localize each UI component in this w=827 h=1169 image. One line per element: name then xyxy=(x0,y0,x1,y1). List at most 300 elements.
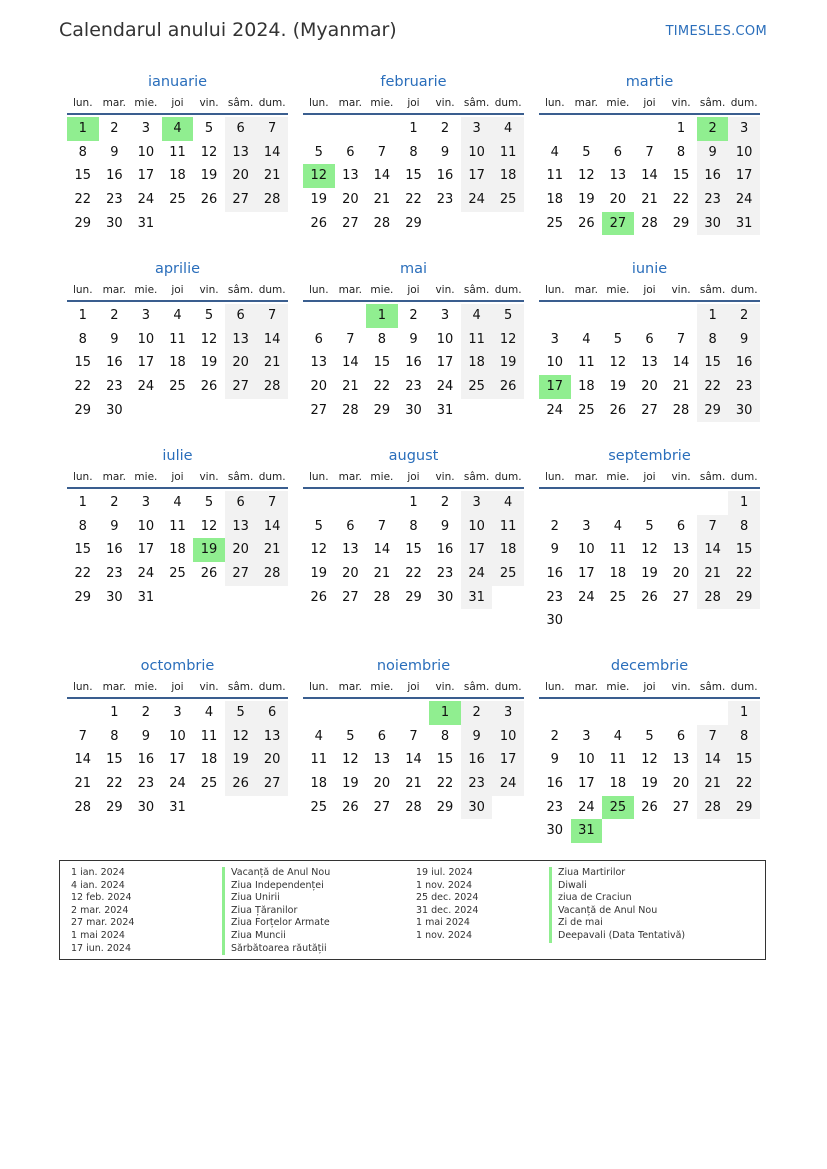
day-cell[interactable]: 26 xyxy=(225,772,257,796)
day-cell[interactable]: 25 xyxy=(169,192,186,208)
day-cell[interactable]: 29 xyxy=(373,402,391,418)
day-cell[interactable]: 9 xyxy=(440,144,450,160)
day-cell[interactable]: 27 xyxy=(225,375,257,399)
day-cell[interactable]: 4 xyxy=(314,728,323,744)
day-cell[interactable]: 1 xyxy=(728,491,760,515)
day-cell[interactable]: 15 xyxy=(728,538,760,562)
day-cell[interactable]: 10 xyxy=(137,144,155,160)
day-cell[interactable]: 5 xyxy=(314,518,323,534)
day-cell[interactable]: 5 xyxy=(225,701,257,725)
day-cell[interactable]: 14 xyxy=(641,168,658,184)
day-cell[interactable]: 11 xyxy=(169,331,186,347)
day-cell[interactable]: 31 xyxy=(169,799,186,815)
day-cell[interactable]: 3 xyxy=(141,495,151,510)
day-cell[interactable]: 24 xyxy=(169,776,186,792)
day-cell[interactable]: 21 xyxy=(672,379,690,395)
day-cell[interactable]: 16 xyxy=(436,168,454,184)
day-cell[interactable]: 11 xyxy=(492,515,524,539)
day-cell[interactable]: 2 xyxy=(110,308,119,323)
day-cell[interactable]: 17 xyxy=(137,542,155,558)
day-cell[interactable]: 10 xyxy=(578,542,595,558)
day-cell[interactable]: 21 xyxy=(74,776,92,792)
day-cell[interactable]: 27 xyxy=(342,589,359,605)
day-cell[interactable]: 30 xyxy=(461,796,493,820)
day-cell[interactable]: 19 xyxy=(310,192,328,208)
day-cell[interactable]: 16 xyxy=(546,776,564,792)
day-cell[interactable]: 23 xyxy=(106,566,123,582)
day-cell[interactable]: 14 xyxy=(74,752,92,768)
day-cell[interactable]: 6 xyxy=(225,304,257,328)
day-cell[interactable]: 27 xyxy=(641,402,658,418)
day-cell[interactable]: 1 xyxy=(676,121,686,136)
day-cell[interactable]: 10 xyxy=(137,518,155,534)
day-cell[interactable]: 15 xyxy=(728,748,760,772)
day-cell[interactable]: 18 xyxy=(492,538,524,562)
day-cell[interactable]: 13 xyxy=(310,355,328,371)
day-cell[interactable]: 3 xyxy=(461,117,493,141)
brand-link[interactable]: TIMESLES.COM xyxy=(665,24,767,39)
day-cell[interactable]: 24 xyxy=(546,402,564,418)
day-cell[interactable]: 7 xyxy=(377,518,387,534)
day-cell[interactable]: 9 xyxy=(440,518,450,534)
day-cell[interactable]: 30 xyxy=(405,402,422,418)
day-cell[interactable]: 31 xyxy=(436,402,454,418)
day-cell[interactable]: 15 xyxy=(74,355,92,371)
holiday-day-cell[interactable]: 2 xyxy=(697,117,729,141)
holiday-day-cell[interactable]: 27 xyxy=(602,212,634,236)
day-cell[interactable]: 22 xyxy=(436,776,454,792)
day-cell[interactable]: 11 xyxy=(169,144,186,160)
day-cell[interactable]: 21 xyxy=(256,351,288,375)
day-cell[interactable]: 22 xyxy=(728,772,760,796)
day-cell[interactable]: 7 xyxy=(697,515,729,539)
day-cell[interactable]: 14 xyxy=(672,355,690,371)
day-cell[interactable]: 8 xyxy=(440,728,450,744)
day-cell[interactable]: 28 xyxy=(405,799,422,815)
day-cell[interactable]: 7 xyxy=(676,331,686,347)
day-cell[interactable]: 12 xyxy=(641,752,658,768)
day-cell[interactable]: 28 xyxy=(256,375,288,399)
holiday-day-cell[interactable]: 1 xyxy=(67,117,99,141)
day-cell[interactable]: 5 xyxy=(204,495,214,510)
day-cell[interactable]: 8 xyxy=(78,518,87,534)
day-cell[interactable]: 19 xyxy=(200,168,218,184)
day-cell[interactable]: 17 xyxy=(137,355,155,371)
day-cell[interactable]: 4 xyxy=(613,728,623,744)
day-cell[interactable]: 3 xyxy=(141,308,151,323)
day-cell[interactable]: 17 xyxy=(461,164,493,188)
day-cell[interactable]: 9 xyxy=(461,725,493,749)
day-cell[interactable]: 18 xyxy=(461,351,493,375)
day-cell[interactable]: 24 xyxy=(578,799,595,815)
day-cell[interactable]: 13 xyxy=(609,168,627,184)
day-cell[interactable]: 27 xyxy=(342,215,359,231)
day-cell[interactable]: 8 xyxy=(78,331,87,347)
day-cell[interactable]: 4 xyxy=(204,705,214,720)
day-cell[interactable]: 23 xyxy=(697,188,729,212)
day-cell[interactable]: 29 xyxy=(697,399,729,423)
day-cell[interactable]: 16 xyxy=(405,355,422,371)
day-cell[interactable]: 9 xyxy=(550,542,559,558)
day-cell[interactable]: 28 xyxy=(697,796,729,820)
day-cell[interactable]: 3 xyxy=(582,728,591,744)
day-cell[interactable]: 13 xyxy=(373,752,391,768)
day-cell[interactable]: 20 xyxy=(310,379,328,395)
day-cell[interactable]: 12 xyxy=(225,725,257,749)
day-cell[interactable]: 1 xyxy=(409,495,418,510)
day-cell[interactable]: 17 xyxy=(436,355,454,371)
day-cell[interactable]: 19 xyxy=(578,192,595,208)
day-cell[interactable]: 2 xyxy=(141,705,151,720)
day-cell[interactable]: 12 xyxy=(200,144,218,160)
day-cell[interactable]: 15 xyxy=(436,752,454,768)
day-cell[interactable]: 25 xyxy=(310,799,328,815)
day-cell[interactable]: 22 xyxy=(697,375,729,399)
day-cell[interactable]: 10 xyxy=(461,141,493,165)
day-cell[interactable]: 6 xyxy=(613,144,623,160)
day-cell[interactable]: 20 xyxy=(641,379,658,395)
day-cell[interactable]: 12 xyxy=(492,328,524,352)
day-cell[interactable]: 16 xyxy=(106,168,123,184)
day-cell[interactable]: 18 xyxy=(609,566,627,582)
day-cell[interactable]: 17 xyxy=(461,538,493,562)
day-cell[interactable]: 7 xyxy=(645,144,654,160)
day-cell[interactable]: 23 xyxy=(106,379,123,395)
day-cell[interactable]: 7 xyxy=(697,725,729,749)
day-cell[interactable]: 7 xyxy=(409,728,418,744)
day-cell[interactable]: 29 xyxy=(74,402,92,418)
day-cell[interactable]: 9 xyxy=(141,728,151,744)
day-cell[interactable]: 25 xyxy=(492,562,524,586)
day-cell[interactable]: 22 xyxy=(106,776,123,792)
day-cell[interactable]: 17 xyxy=(728,164,760,188)
day-cell[interactable]: 14 xyxy=(256,141,288,165)
day-cell[interactable]: 21 xyxy=(342,379,359,395)
day-cell[interactable]: 30 xyxy=(436,589,454,605)
day-cell[interactable]: 30 xyxy=(728,399,760,423)
day-cell[interactable]: 20 xyxy=(256,748,288,772)
day-cell[interactable]: 8 xyxy=(676,144,686,160)
day-cell[interactable]: 19 xyxy=(225,748,257,772)
day-cell[interactable]: 28 xyxy=(256,562,288,586)
day-cell[interactable]: 27 xyxy=(672,799,690,815)
day-cell[interactable]: 6 xyxy=(225,491,257,515)
day-cell[interactable]: 25 xyxy=(461,375,493,399)
day-cell[interactable]: 23 xyxy=(106,192,123,208)
holiday-day-cell[interactable]: 4 xyxy=(162,117,194,141)
day-cell[interactable]: 26 xyxy=(609,402,627,418)
day-cell[interactable]: 22 xyxy=(373,379,391,395)
day-cell[interactable]: 13 xyxy=(256,725,288,749)
day-cell[interactable]: 27 xyxy=(373,799,391,815)
day-cell[interactable]: 23 xyxy=(137,776,155,792)
day-cell[interactable]: 15 xyxy=(672,168,690,184)
day-cell[interactable]: 26 xyxy=(200,566,218,582)
day-cell[interactable]: 29 xyxy=(405,215,422,231)
day-cell[interactable]: 11 xyxy=(492,141,524,165)
day-cell[interactable]: 8 xyxy=(728,515,760,539)
holiday-day-cell[interactable]: 12 xyxy=(303,164,335,188)
day-cell[interactable]: 18 xyxy=(310,776,328,792)
day-cell[interactable]: 6 xyxy=(346,144,355,160)
day-cell[interactable]: 19 xyxy=(492,351,524,375)
day-cell[interactable]: 28 xyxy=(697,586,729,610)
day-cell[interactable]: 26 xyxy=(578,215,595,231)
day-cell[interactable]: 17 xyxy=(578,776,595,792)
day-cell[interactable]: 9 xyxy=(409,331,418,347)
day-cell[interactable]: 4 xyxy=(173,308,182,323)
day-cell[interactable]: 17 xyxy=(169,752,186,768)
day-cell[interactable]: 29 xyxy=(728,796,760,820)
day-cell[interactable]: 15 xyxy=(74,542,92,558)
day-cell[interactable]: 8 xyxy=(78,144,87,160)
day-cell[interactable]: 15 xyxy=(405,542,422,558)
day-cell[interactable]: 24 xyxy=(137,379,155,395)
day-cell[interactable]: 13 xyxy=(225,141,257,165)
day-cell[interactable]: 28 xyxy=(373,215,391,231)
day-cell[interactable]: 22 xyxy=(728,562,760,586)
day-cell[interactable]: 3 xyxy=(173,705,182,720)
day-cell[interactable]: 8 xyxy=(110,728,119,744)
day-cell[interactable]: 10 xyxy=(436,331,454,347)
day-cell[interactable]: 23 xyxy=(546,799,564,815)
day-cell[interactable]: 30 xyxy=(697,212,729,236)
day-cell[interactable]: 27 xyxy=(310,402,328,418)
day-cell[interactable]: 27 xyxy=(225,562,257,586)
day-cell[interactable]: 20 xyxy=(609,192,627,208)
day-cell[interactable]: 7 xyxy=(78,728,87,744)
day-cell[interactable]: 1 xyxy=(409,121,418,136)
day-cell[interactable]: 18 xyxy=(169,542,186,558)
day-cell[interactable]: 8 xyxy=(409,518,418,534)
day-cell[interactable]: 18 xyxy=(578,379,595,395)
day-cell[interactable]: 29 xyxy=(405,589,422,605)
day-cell[interactable]: 18 xyxy=(609,776,627,792)
day-cell[interactable]: 16 xyxy=(436,542,454,558)
day-cell[interactable]: 16 xyxy=(106,542,123,558)
day-cell[interactable]: 6 xyxy=(225,117,257,141)
day-cell[interactable]: 26 xyxy=(310,215,328,231)
day-cell[interactable]: 30 xyxy=(546,823,564,839)
day-cell[interactable]: 6 xyxy=(377,728,387,744)
day-cell[interactable]: 5 xyxy=(645,518,654,534)
day-cell[interactable]: 27 xyxy=(256,772,288,796)
day-cell[interactable]: 24 xyxy=(728,188,760,212)
day-cell[interactable]: 1 xyxy=(78,495,87,510)
day-cell[interactable]: 14 xyxy=(342,355,359,371)
day-cell[interactable]: 22 xyxy=(672,192,690,208)
day-cell[interactable]: 23 xyxy=(405,379,422,395)
day-cell[interactable]: 18 xyxy=(169,168,186,184)
day-cell[interactable]: 24 xyxy=(137,192,155,208)
day-cell[interactable]: 14 xyxy=(373,168,391,184)
day-cell[interactable]: 11 xyxy=(546,168,564,184)
day-cell[interactable]: 28 xyxy=(373,589,391,605)
day-cell[interactable]: 19 xyxy=(310,566,328,582)
day-cell[interactable]: 10 xyxy=(169,728,186,744)
day-cell[interactable]: 21 xyxy=(697,772,729,796)
day-cell[interactable]: 9 xyxy=(728,328,760,352)
day-cell[interactable]: 9 xyxy=(110,144,119,160)
day-cell[interactable]: 16 xyxy=(546,566,564,582)
day-cell[interactable]: 2 xyxy=(728,304,760,328)
day-cell[interactable]: 4 xyxy=(492,491,524,515)
day-cell[interactable]: 5 xyxy=(346,728,355,744)
day-cell[interactable]: 25 xyxy=(609,589,627,605)
day-cell[interactable]: 12 xyxy=(342,752,359,768)
day-cell[interactable]: 21 xyxy=(373,192,391,208)
day-cell[interactable]: 10 xyxy=(137,331,155,347)
day-cell[interactable]: 19 xyxy=(609,379,627,395)
day-cell[interactable]: 11 xyxy=(609,542,627,558)
day-cell[interactable]: 23 xyxy=(436,192,454,208)
day-cell[interactable]: 31 xyxy=(137,215,155,231)
day-cell[interactable]: 24 xyxy=(137,566,155,582)
day-cell[interactable]: 26 xyxy=(492,375,524,399)
day-cell[interactable]: 16 xyxy=(137,752,155,768)
day-cell[interactable]: 14 xyxy=(405,752,422,768)
day-cell[interactable]: 3 xyxy=(492,701,524,725)
day-cell[interactable]: 5 xyxy=(314,144,323,160)
day-cell[interactable]: 16 xyxy=(461,748,493,772)
day-cell[interactable]: 6 xyxy=(256,701,288,725)
day-cell[interactable]: 16 xyxy=(697,164,729,188)
day-cell[interactable]: 29 xyxy=(74,589,92,605)
day-cell[interactable]: 22 xyxy=(74,566,92,582)
day-cell[interactable]: 30 xyxy=(137,799,155,815)
day-cell[interactable]: 6 xyxy=(314,331,323,347)
day-cell[interactable]: 20 xyxy=(342,566,359,582)
day-cell[interactable]: 14 xyxy=(256,515,288,539)
day-cell[interactable]: 22 xyxy=(74,379,92,395)
day-cell[interactable]: 11 xyxy=(169,518,186,534)
day-cell[interactable]: 22 xyxy=(74,192,92,208)
day-cell[interactable]: 25 xyxy=(169,379,186,395)
day-cell[interactable]: 2 xyxy=(440,495,450,510)
day-cell[interactable]: 4 xyxy=(582,331,591,347)
day-cell[interactable]: 6 xyxy=(676,728,686,744)
day-cell[interactable]: 5 xyxy=(613,331,623,347)
day-cell[interactable]: 3 xyxy=(440,308,450,323)
day-cell[interactable]: 9 xyxy=(110,331,119,347)
day-cell[interactable]: 20 xyxy=(672,776,690,792)
day-cell[interactable]: 13 xyxy=(672,752,690,768)
day-cell[interactable]: 18 xyxy=(200,752,218,768)
day-cell[interactable]: 3 xyxy=(141,121,151,136)
day-cell[interactable]: 25 xyxy=(200,776,218,792)
day-cell[interactable]: 26 xyxy=(641,589,658,605)
day-cell[interactable]: 28 xyxy=(672,402,690,418)
day-cell[interactable]: 5 xyxy=(645,728,654,744)
day-cell[interactable]: 12 xyxy=(200,518,218,534)
day-cell[interactable]: 14 xyxy=(697,748,729,772)
day-cell[interactable]: 6 xyxy=(346,518,355,534)
day-cell[interactable]: 18 xyxy=(546,192,564,208)
day-cell[interactable]: 25 xyxy=(169,566,186,582)
day-cell[interactable]: 5 xyxy=(204,308,214,323)
day-cell[interactable]: 21 xyxy=(641,192,658,208)
day-cell[interactable]: 17 xyxy=(578,566,595,582)
day-cell[interactable]: 30 xyxy=(106,215,123,231)
day-cell[interactable]: 2 xyxy=(110,121,119,136)
day-cell[interactable]: 29 xyxy=(728,586,760,610)
day-cell[interactable]: 26 xyxy=(200,192,218,208)
day-cell[interactable]: 28 xyxy=(256,188,288,212)
holiday-day-cell[interactable]: 31 xyxy=(571,819,603,843)
day-cell[interactable]: 11 xyxy=(310,752,328,768)
day-cell[interactable]: 20 xyxy=(225,538,257,562)
day-cell[interactable]: 12 xyxy=(609,355,627,371)
holiday-day-cell[interactable]: 1 xyxy=(429,701,461,725)
day-cell[interactable]: 13 xyxy=(342,168,359,184)
day-cell[interactable]: 20 xyxy=(225,351,257,375)
day-cell[interactable]: 11 xyxy=(609,752,627,768)
day-cell[interactable]: 25 xyxy=(578,402,595,418)
day-cell[interactable]: 15 xyxy=(405,168,422,184)
day-cell[interactable]: 15 xyxy=(373,355,391,371)
day-cell[interactable]: 8 xyxy=(409,144,418,160)
day-cell[interactable]: 14 xyxy=(373,542,391,558)
day-cell[interactable]: 6 xyxy=(676,518,686,534)
day-cell[interactable]: 1 xyxy=(110,705,119,720)
day-cell[interactable]: 21 xyxy=(256,538,288,562)
day-cell[interactable]: 12 xyxy=(578,168,595,184)
day-cell[interactable]: 8 xyxy=(728,725,760,749)
day-cell[interactable]: 15 xyxy=(106,752,123,768)
day-cell[interactable]: 31 xyxy=(461,586,493,610)
day-cell[interactable]: 1 xyxy=(697,304,729,328)
day-cell[interactable]: 22 xyxy=(405,566,422,582)
holiday-day-cell[interactable]: 19 xyxy=(193,538,225,562)
day-cell[interactable]: 30 xyxy=(106,402,123,418)
day-cell[interactable]: 8 xyxy=(377,331,387,347)
day-cell[interactable]: 26 xyxy=(641,799,658,815)
day-cell[interactable]: 7 xyxy=(256,117,288,141)
day-cell[interactable]: 23 xyxy=(461,772,493,796)
day-cell[interactable]: 3 xyxy=(461,491,493,515)
day-cell[interactable]: 10 xyxy=(546,355,564,371)
day-cell[interactable]: 9 xyxy=(110,518,119,534)
day-cell[interactable]: 5 xyxy=(204,121,214,136)
day-cell[interactable]: 2 xyxy=(440,121,450,136)
day-cell[interactable]: 29 xyxy=(106,799,123,815)
day-cell[interactable]: 13 xyxy=(641,355,658,371)
day-cell[interactable]: 17 xyxy=(492,748,524,772)
day-cell[interactable]: 13 xyxy=(225,515,257,539)
day-cell[interactable]: 14 xyxy=(697,538,729,562)
day-cell[interactable]: 11 xyxy=(200,728,218,744)
day-cell[interactable]: 2 xyxy=(550,518,559,534)
day-cell[interactable]: 5 xyxy=(582,144,591,160)
day-cell[interactable]: 21 xyxy=(697,562,729,586)
day-cell[interactable]: 21 xyxy=(373,566,391,582)
day-cell[interactable]: 5 xyxy=(492,304,524,328)
day-cell[interactable]: 4 xyxy=(550,144,559,160)
day-cell[interactable]: 7 xyxy=(377,144,387,160)
day-cell[interactable]: 2 xyxy=(409,308,418,323)
day-cell[interactable]: 20 xyxy=(672,566,690,582)
day-cell[interactable]: 1 xyxy=(728,701,760,725)
day-cell[interactable]: 19 xyxy=(200,355,218,371)
day-cell[interactable]: 10 xyxy=(728,141,760,165)
day-cell[interactable]: 4 xyxy=(461,304,493,328)
day-cell[interactable]: 3 xyxy=(728,117,760,141)
day-cell[interactable]: 10 xyxy=(578,752,595,768)
day-cell[interactable]: 1 xyxy=(78,308,87,323)
day-cell[interactable]: 27 xyxy=(672,589,690,605)
day-cell[interactable]: 29 xyxy=(436,799,454,815)
day-cell[interactable]: 29 xyxy=(74,215,92,231)
